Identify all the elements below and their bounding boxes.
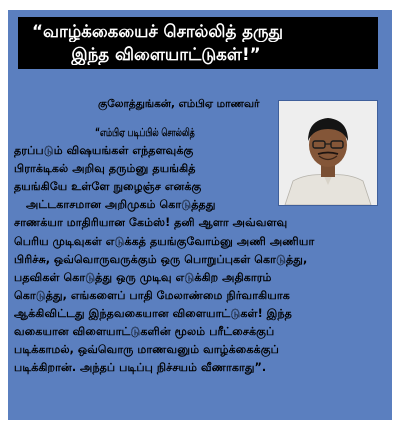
quote-line: அட்டகாசமான அறிமுகம் கொடுத்தது (26, 198, 216, 212)
quote-line: “எம்பிஏ படிப்பில் சொல்லித் (94, 126, 195, 139)
headline-line-2: இந்த விளையாட்டுகள்!” (71, 45, 261, 65)
quote-line: சாணக்யா மாதிரியான கேம்ஸ்! தனி ஆளா அவ்வளவு (14, 216, 288, 230)
quote-text (14, 124, 380, 377)
quote-line: பதவிகள் கொடுத்து ஒரு முடிவு எடுக்கிற அதிகாரம் (14, 270, 272, 284)
headline-box (18, 17, 378, 69)
quote-line: வகையான விளையாட்டுகளின் மூலம் பரீட்சைக்குப் (14, 325, 275, 339)
author-byline: குலோத்துங்கன், எம்பிஏ மாணவர் (98, 98, 260, 110)
quote-line: பிராக்டிகல் அறிவு தரும்னு தயங்கித் (14, 162, 196, 176)
quote-line: தயங்கியே உள்ளே நுழைஞ்ச எனக்கு (14, 180, 202, 194)
quote-line: படிக்கிறான். அந்தப் படிப்பு நிச்சயம் வீணாகாது”. (14, 361, 267, 375)
quote-line: கொடுத்து, எங்களைப் பாதி மேலாண்மை நிர்வாகியாக (14, 288, 290, 302)
quote-line: படிக்காமல், ஒவ்வொரு மாணவனும் வாழ்க்கைக்குப் (14, 343, 279, 357)
quote-line: தரப்படும் விஷயங்கள் எந்தளவுக்கு (14, 144, 194, 158)
quote-line: பெரிய முடிவுகள் எடுக்கத் தயங்குவோம்னு அணி அணியா (14, 234, 315, 248)
quote-line: பிரிச்சு, ஒவ்வொருவருக்கும் ஒரு பொறுப்புகள் கொடுத்து, (14, 252, 308, 266)
headline-line-1: “வாழ்க்கையைச் சொல்லித் தருது (32, 22, 284, 42)
quote-line: ஆக்கிவிட்டது இந்தவகையான விளையாட்டுகள்! இந்த (14, 306, 292, 320)
